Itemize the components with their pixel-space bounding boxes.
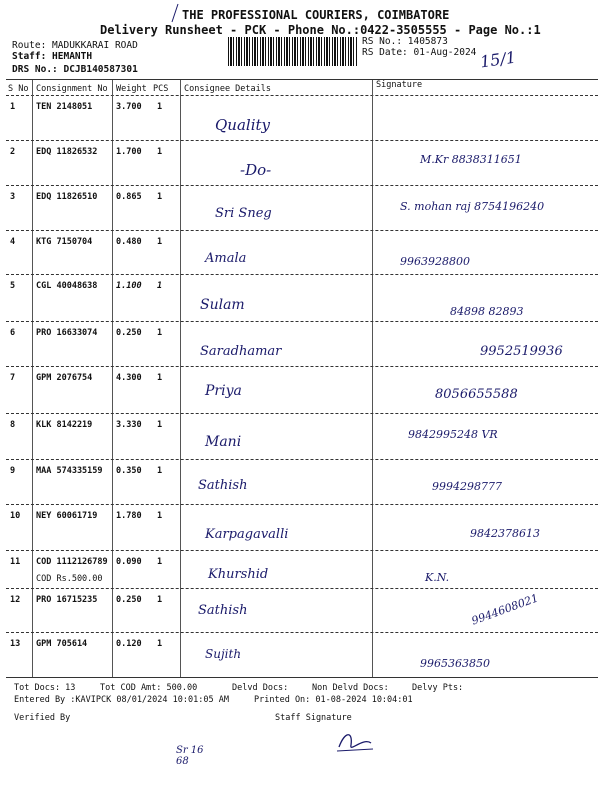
row-signature: 9994298777 [432,480,502,493]
row-signature: 9842995248 VR [408,428,498,441]
row-divider [6,185,598,186]
row-consignee: Saradhamar [200,344,282,359]
row-sno: 5 [10,281,16,291]
row-pcs: 1 [157,557,163,567]
row-pcs: 1 [157,192,163,202]
row-signature: 9842378613 [470,527,540,540]
row-divider [6,321,598,322]
row-weight: 0.250 [116,328,142,338]
row-pcs: 1 [157,328,163,338]
staff-signature-label: Staff Signature [275,713,352,723]
row-pcs: 1 [157,281,163,291]
row-sno: 4 [10,237,16,247]
pen-stroke-mark [168,2,180,24]
row-weight: 4.300 [116,373,142,383]
row-cod-amount: COD Rs.500.00 [36,574,103,584]
row-sno: 11 [10,557,21,567]
row-divider [6,459,598,460]
row-consignee: Khurshid [208,567,269,582]
row-weight: 0.350 [116,466,142,476]
table-top-border [6,79,598,80]
row-sno: 7 [10,373,16,383]
row-consignee: Sri Sneg [215,206,272,221]
rs-date: RS Date: 01-Aug-2024 [362,47,477,58]
row-consignee: -Do- [240,161,272,179]
col-header-consignee: Consignee Details [184,84,271,94]
row-divider [6,230,598,231]
row-consignment: EDQ 11826532 [36,147,98,157]
barcode [228,37,358,66]
row-consignee: Mani [205,434,242,450]
printed-on: Printed On: 01-08-2024 10:04:01 [254,695,413,705]
row-consignee: Sulam [200,297,245,313]
col-header-pcs: PCS [153,84,169,94]
staff-signature-scribble [335,727,375,757]
row-signature: M.Kr 8838311651 [420,153,522,166]
row-signature: 9965363850 [420,657,490,670]
row-pcs: 1 [157,639,163,649]
row-sno: 1 [10,102,16,112]
drs-number: DRS No.: DCJB140587301 [12,64,138,75]
col-header-sno: S No [8,84,29,94]
handwritten-page-note: 15/1 [478,47,518,72]
company-name: THE PROFESSIONAL COURIERS, COIMBATORE [182,8,450,22]
row-consignment: COD 1112126789 [36,557,108,567]
row-consignment: GPM 2076754 [36,373,93,383]
row-pcs: 1 [157,420,163,430]
row-weight: 1.100 [116,281,142,291]
total-docs: Tot Docs: 13 [14,683,76,693]
staff: Staff: HEMANTH [12,51,93,62]
row-consignment: KTG 7150704 [36,237,93,247]
non-delivered-docs: Non Delvd Docs: [312,683,389,693]
row-consignee: Quality [215,116,270,134]
row-sno: 12 [10,595,21,605]
row-consignment: MAA 574335159 [36,466,103,476]
row-sno: 2 [10,147,16,157]
col-header-consignment: Consignment No [36,84,108,94]
row-consignment: EDQ 11826510 [36,192,98,202]
row-consignee: Amala [205,251,247,266]
row-weight: 1.700 [116,147,142,157]
entered-by: Entered By :KAVIPCK 08/01/2024 10:01:05 AM [14,695,229,705]
row-sno: 6 [10,328,16,338]
row-divider [6,140,598,141]
runsheet-title: Delivery Runsheet - PCK - Phone No.:0422-3505555 - Page No.:1 [100,23,541,37]
row-consignment: PRO 16633074 [36,328,98,338]
delivered-docs: Delvd Docs: [232,683,289,693]
row-divider [6,413,598,414]
row-weight: 3.330 [116,420,142,430]
row-weight: 0.120 [116,639,142,649]
header-divider [6,95,598,96]
row-sno: 13 [10,639,21,649]
row-sno: 3 [10,192,16,202]
row-weight: 0.865 [116,192,142,202]
handwritten-bottom-note: Sr 16 68 [176,745,204,767]
col-header-weight: Weight [116,84,147,94]
table-bottom-border [6,677,598,678]
verified-by: Verified By [14,713,71,723]
row-weight: 0.090 [116,557,142,567]
row-pcs: 1 [157,466,163,476]
row-divider [6,366,598,367]
row-divider [6,274,598,275]
row-pcs: 1 [157,595,163,605]
row-consignee: Sathish [198,478,248,493]
row-signature: K.N. [425,571,450,584]
row-sno: 9 [10,466,16,476]
rs-number: RS No.: 1405873 [362,36,448,47]
row-pcs: 1 [157,511,163,521]
row-divider [6,588,598,589]
row-weight: 1.780 [116,511,142,521]
row-signature: S. mohan raj 8754196240 [400,200,545,213]
row-sno: 10 [10,511,21,521]
row-consignment: CGL 40048638 [36,281,98,291]
total-cod-amount: Tot COD Amt: 500.00 [100,683,198,693]
row-weight: 0.250 [116,595,142,605]
row-weight: 0.480 [116,237,142,247]
row-signature: 84898 82893 [450,305,524,318]
row-pcs: 1 [157,102,163,112]
delivery-points: Delvy Pts: [412,683,464,693]
row-signature: 9963928800 [400,255,470,268]
col-header-signature: Signature [376,80,423,90]
row-consignee: Karpagavalli [205,527,289,542]
row-consignment: PRO 16715235 [36,595,98,605]
row-divider [6,632,598,633]
row-signature: 9944608021 [469,591,541,628]
row-consignee: Priya [205,383,242,399]
row-consignment: KLK 8142219 [36,420,93,430]
row-pcs: 1 [157,237,163,247]
row-divider [6,550,598,551]
route: Route: MADUKKARAI ROAD [12,40,138,51]
row-consignment: NEY 60061719 [36,511,98,521]
row-consignment: TEN 2148051 [36,102,93,112]
row-weight: 3.700 [116,102,142,112]
row-pcs: 1 [157,147,163,157]
row-divider [6,504,598,505]
row-consignment: GPM 705614 [36,639,88,649]
row-consignee: Sujith [205,647,242,661]
row-signature: 8056655588 [435,387,518,402]
row-signature: 9952519936 [480,344,563,359]
row-pcs: 1 [157,373,163,383]
row-consignee: Sathish [198,603,248,618]
row-sno: 8 [10,420,16,430]
